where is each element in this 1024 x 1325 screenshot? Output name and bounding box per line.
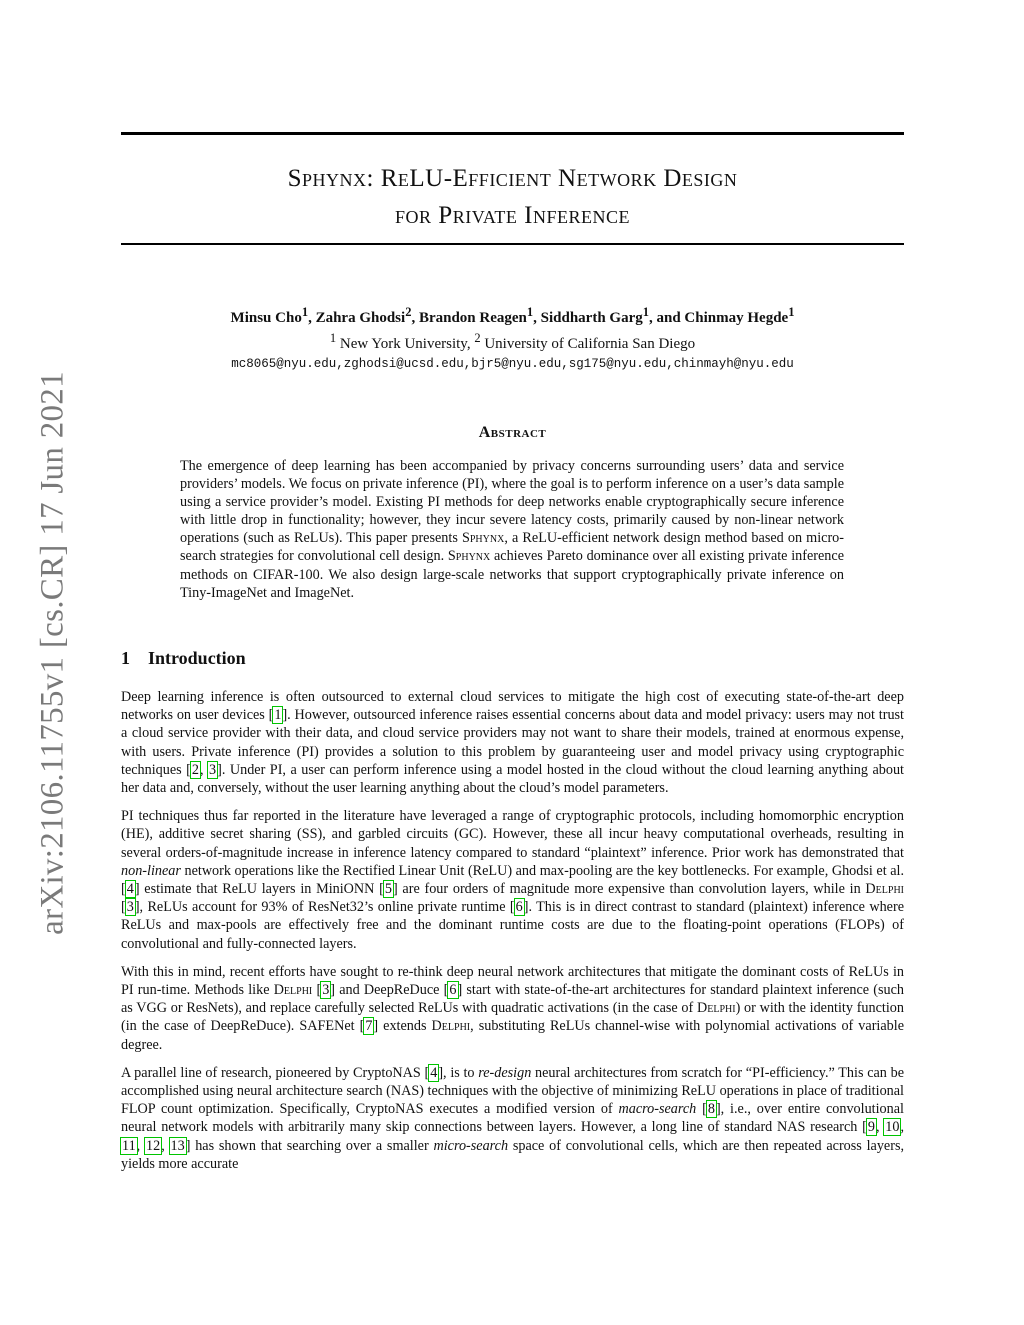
author-name: , Brandon Reagen (411, 310, 527, 326)
citation-link[interactable]: 4 (430, 1064, 438, 1081)
sphynx-name: Sphynx (447, 548, 491, 565)
citation-link[interactable]: 6 (515, 899, 523, 916)
author-name: Minsu Cho (230, 310, 302, 326)
emphasis: re-design (478, 1064, 532, 1081)
sphynx-name: Sphynx (461, 530, 505, 547)
section-number: 1 (121, 648, 130, 668)
citation-link[interactable]: 3 (126, 899, 134, 916)
author-name: , and Chinmay Hegde (649, 310, 789, 326)
paragraph-4: A parallel line of research, pioneered by CryptoNAS [4], is to re-design neural architectures from scratch for “PI-efficiency.” This can be accomplished using neural architecture search (NAS) techniques with the objective of minimizing ReLU operations in place of traditional FLOP count optimization. Specifically, CryptoNAS executes a modified version of macro-search [8], i.e., over entire convolutional neural network models with arbitrarily many skip connections between layers. However, a long line of standard NAS research [9, 10, 11, 12, 13] has shown that searching over a smaller micro-search space of convolutional cells, which are then repeated across layers, yields more accurate (121, 1064, 905, 1172)
affiliation-mark: 1 (329, 331, 337, 345)
author-names (121, 302, 904, 328)
emphasis: macro-search (618, 1101, 697, 1118)
title-line-1: Sphynx: ReLU-Efficient Network Design (287, 165, 738, 192)
paragraph-2: PI techniques thus far reported in the literature have leveraged a range of cryptographic protocols, including homomorphic encryption (HE), additive secret sharing (SS), and garbled circuits (GC). However, these all incur heavy computational overheads, resulting in several orders-of-magnitude increase in inference latency compared to standard “plaintext” inference. Prior work has demonstrated that non-linear network operations like the Rectified Linear Unit (ReLU) and max-pooling are the key bottlenecks. For example, Ghodsi et al. [4] estimate that ReLU layers in MiniONN [5] are four orders of magnitude more expensive than convolution layers, while in Delphi [3], ReLUs account for 93% of ResNet32’s online private runtime [6]. This is in direct contrast to standard (plaintext) inference where ReLUs and max-pools are effectively free and the dominant runtime costs are due to the floating-point operations (FLOPs) of convolutional and fully-connected layers. (121, 808, 904, 952)
affiliations (121, 328, 904, 354)
introduction-body (121, 688, 904, 1183)
title-line-2: for Private Inference (395, 202, 630, 229)
author-name: , Siddharth Garg (533, 310, 643, 326)
author-name: , Zahra Ghodsi (308, 310, 406, 326)
citation-link[interactable]: 1 (274, 707, 282, 724)
citation-link[interactable]: 11 (122, 1137, 136, 1154)
affiliation-mark: 1 (788, 305, 795, 319)
paper-title (121, 160, 904, 234)
section-heading-introduction (121, 648, 246, 669)
citation-link[interactable]: 10 (885, 1119, 900, 1136)
arxiv-identifier-stamp: arXiv:2106.11755v1 [cs.CR] 17 Jun 2021 (34, 371, 71, 935)
delphi-name: Delphi (697, 1000, 736, 1017)
emphasis: non-linear (121, 862, 181, 879)
affiliation-mark: 1 (642, 305, 649, 319)
citation-link[interactable]: 4 (126, 881, 134, 898)
abstract-heading: Abstract (478, 424, 547, 441)
citation-link[interactable]: 13 (170, 1137, 185, 1154)
citation-link[interactable]: 7 (365, 1018, 373, 1035)
author-emails: mc8065@nyu.edu,zghodsi@ucsd.edu,bjr5@nyu.edu,sg175@nyu.edu,chinmayh@nyu.edu (231, 357, 794, 371)
affiliation-mark: 1 (526, 305, 534, 319)
affiliation-mark: 2 (405, 305, 412, 319)
citation-link[interactable]: 2 (191, 761, 199, 778)
citation-link[interactable]: 3 (209, 761, 217, 778)
title-top-rule (121, 132, 904, 135)
affiliation: New York University, (336, 336, 475, 352)
affiliation-mark: 2 (474, 331, 481, 345)
delphi-name: Delphi (273, 982, 313, 999)
citation-link[interactable]: 6 (449, 982, 457, 999)
paragraph-3: With this in mind, recent efforts have sought to re-think deep neural network architectures that mitigate the dominant costs of ReLUs in PI run-time. Methods like Delphi [3] and DeepReDuce [6] start with state-of-the-art architectures for standard plaintext inference (such as VGG or ResNets), and replace carefully selected ReLUs with quadratic activations (in the case of Delphi) or with the identity function (in the case of DeepReDuce). SAFENet [7] extends Delphi, substituting ReLUs channel-wise with polynomial activations of variable degree. (121, 963, 905, 1053)
citation-link[interactable]: 3 (322, 982, 330, 999)
delphi-name: Delphi (865, 881, 904, 898)
section-title: Introduction (148, 648, 246, 668)
citation-link[interactable]: 5 (384, 881, 392, 898)
affiliation: University of California San Diego (480, 336, 696, 352)
citation-link[interactable]: 12 (146, 1137, 161, 1154)
paragraph-1: Deep learning inference is often outsourced to external cloud services to mitigate the high cost of executing state-of-the-art deep networks on user devices [1]. However, outsourced inference raises essential concerns about data and model privacy: users may not trust a cloud service provider with their data, and cloud service providers may not want to share their models, trained at enormous expense, with users. Private inference (PI) provides a solution to this problem by guaranteeing user and model privacy using cryptographic techniques [2, 3]. Under PI, a user can perform inference using a model hosted in the cloud without the cloud learning anything about her data and, conversely, without the user learning anything about the cloud’s model parameters. (121, 689, 905, 797)
citation-link[interactable]: 8 (707, 1101, 715, 1118)
citation-link[interactable]: 9 (867, 1119, 875, 1136)
abstract-text: The emergence of deep learning has been accompanied by privacy concerns surrounding users’ data and service providers’ models. We focus on private inference (PI), where the goal is to perform inference on a user’s data sample using a service provider’s model. Existing PI methods for deep networks enable cryptographically secure inference with little drop in functionality; however, they incur severe latency costs, primarily caused by non-linear network operations (such as ReLUs). This paper presents Sphynx, a ReLU-efficient network design method based on micro-search strategies for convolutional cell design. Sphynx achieves Pareto dominance over all existing private inference methods on CIFAR-100. We also design large-scale networks that support cryptographically private inference on Tiny-ImageNet and ImageNet. (180, 458, 844, 601)
author-block (121, 302, 904, 374)
title-bottom-rule (121, 243, 904, 245)
delphi-name: Delphi (431, 1018, 471, 1035)
emphasis: micro-search (433, 1137, 509, 1154)
affiliation-mark: 1 (301, 305, 309, 319)
